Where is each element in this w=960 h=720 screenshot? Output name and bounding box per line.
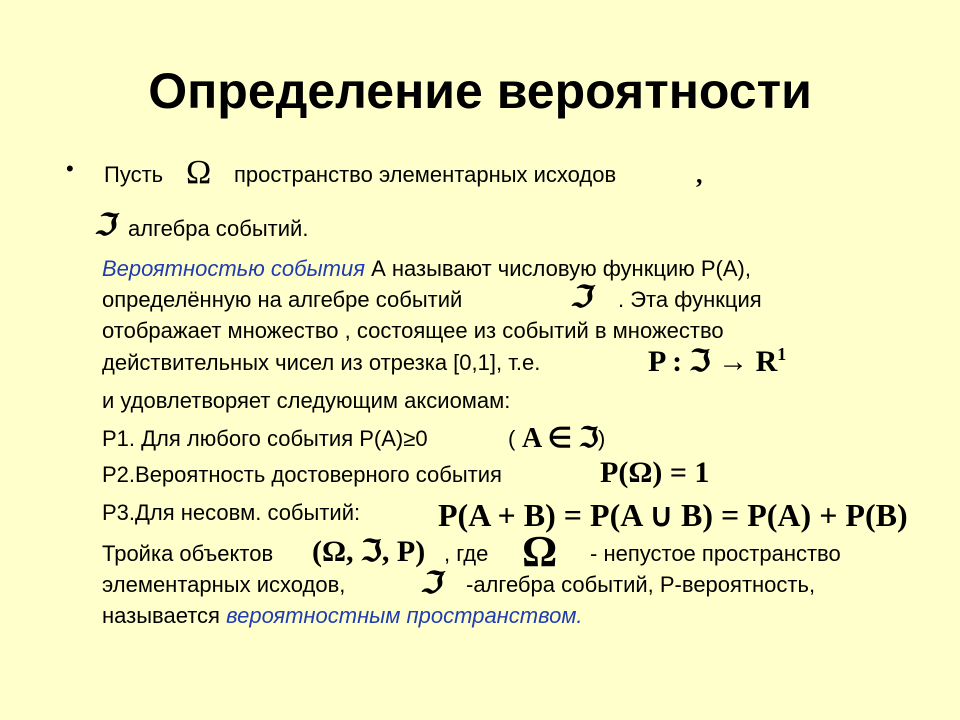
line-4-text-a: определённую на алгебре событий — [102, 287, 463, 312]
a-in-algebra-formula: A ∈ ℑ — [522, 423, 599, 454]
definition-term: Вероятностью события — [102, 256, 365, 281]
frak-symbol-1: ℑ — [94, 208, 115, 243]
line-3-rest: А называют числовую функцию Р(А), — [364, 256, 751, 281]
mapping-formula: P : ℑ → $R^1$ — [648, 344, 787, 378]
line-1-text-b: пространство элементарных исходов — [234, 162, 617, 187]
probability-space-term: вероятностным пространством. — [226, 603, 583, 628]
line-9-text: Р2.Вероятность достоверного события — [102, 462, 502, 487]
slide-title: Определение вероятности — [148, 63, 812, 119]
line-4-text-b: . Эта функция — [618, 287, 762, 312]
certain-event-formula: P(Ω) = 1 — [600, 456, 710, 489]
line-11-text-a: Тройка объектов — [102, 541, 274, 566]
line-10-text: Р3.Для несовм. событий: — [102, 500, 361, 525]
additivity-formula: P(A + B) = P(A ∪ B) = P(A) + P(B) — [438, 497, 908, 533]
line-12-text-b: -алгебра событий, Р-вероятность, — [466, 572, 816, 597]
line-12-text-a: элементарных исходов, — [102, 572, 346, 597]
line-8-close-paren: ) — [598, 426, 606, 451]
bullet-marker: • — [66, 156, 74, 181]
probability-triple-formula: (Ω, ℑ, P) — [312, 535, 426, 568]
omega-symbol-large: Ω — [522, 527, 558, 576]
line-8-text: Р1. Для любого события Р(А)≥0 — [102, 426, 428, 451]
line-2-text: алгебра событий. — [128, 216, 309, 241]
line-8-open-paren: ( — [508, 426, 516, 451]
line-5-text: отображает множество , состоящее из событий в множество — [102, 318, 724, 343]
line-7-text: и удовлетворяет следующим аксиомам: — [102, 388, 511, 413]
omega-symbol: Ω — [186, 154, 212, 191]
line-13-text-a: называется — [102, 603, 220, 628]
line-1-comma: , — [696, 160, 703, 189]
frak-symbol-3: ℑ — [420, 566, 441, 601]
line-11-text-b: , где — [444, 541, 489, 566]
line-6-text: действительных чисел из отрезка [0,1], т.е. — [102, 350, 541, 375]
line-11-text-c: - непустое пространство — [590, 541, 841, 566]
frak-symbol-2: ℑ — [570, 280, 591, 315]
line-1-text-a: Пусть — [104, 162, 164, 187]
